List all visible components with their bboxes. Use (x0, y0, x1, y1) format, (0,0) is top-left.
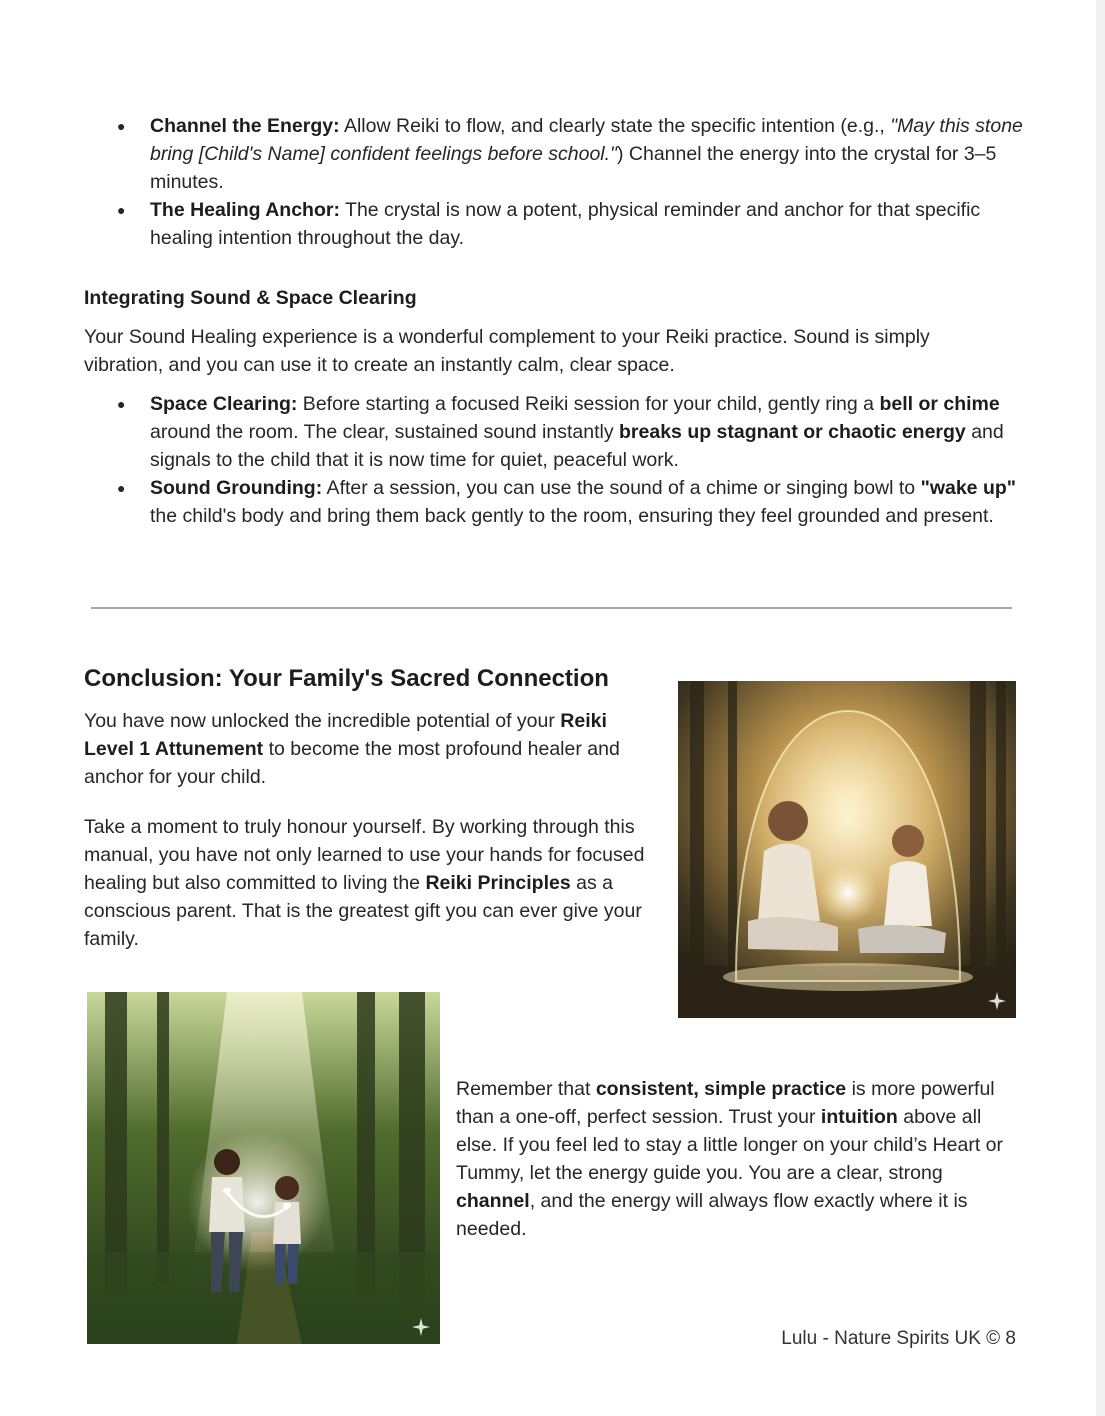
father-child-photo (87, 992, 440, 1344)
intention-list (84, 112, 1024, 252)
conclusion-paragraph-1: You have now unlocked the incredible potential of your Reiki Level 1 Attunement to become the most profound healer and anchor for your child. (84, 710, 620, 788)
list-item: ● Channel the Energy: Allow Reiki to flow, and clearly state the specific intention (e.g., "May this stone bring [Child's Name] confident feelings before school.") Channel the energy into the crystal for 3–5 minutes. (84, 112, 1024, 196)
sound-heading: Integrating Sound & Space Clearing (84, 287, 417, 309)
conclusion-paragraph-3: Remember that consistent, simple practice is more powerful than a one-off, perfect session. Trust your intuition above all else. If you feel led to stay a little longer on your child’s Heart or Tummy, let the energy guide you. You are a clear, strong channel, and the energy will always flow exactly where it is needed. (456, 1078, 1004, 1240)
mother-daughter-illustration (678, 681, 1016, 1018)
sparkle-icon (988, 992, 1006, 1010)
conclusion-heading: Conclusion: Your Family's Sacred Connection (84, 665, 609, 692)
list-item: ● Sound Grounding: After a session, you can use the sound of a chime or singing bowl to "wake up" the child's body and bring them back gently to the room, ensuring they feel grounded and present. (84, 474, 1024, 530)
mother-daughter-photo (678, 681, 1016, 1018)
page-footer: Lulu - Nature Spirits UK © 8 (781, 1328, 1016, 1349)
sparkle-icon (412, 1318, 430, 1336)
sound-intro: Your Sound Healing experience is a wonderful complement to your Reiki practice. Sound is simply vibration, and you can use it to create an instantly calm, clear space. (84, 326, 930, 376)
list-item: ● The Healing Anchor: The crystal is now a potent, physical reminder and anchor for that specific healing intention throughout the day. (84, 196, 1024, 252)
list-item: ● Space Clearing: Before starting a focused Reiki session for your child, gently ring a bell or chime around the room. The clear, sustained sound instantly breaks up stagnant or chaotic energy and signals to the child that it is now time for quiet, peaceful work. (84, 390, 1024, 474)
page-edge (1096, 0, 1105, 1416)
item-label: The Healing Anchor: (150, 199, 340, 221)
section-divider (91, 607, 1012, 609)
item-label: Channel the Energy: (150, 115, 340, 137)
sound-list (84, 390, 1024, 530)
father-child-illustration (87, 992, 440, 1344)
conclusion-paragraph-2: Take a moment to truly honour yourself. By working through this manual, you have not only learned to use your hands for focused healing but also committed to living the Reiki Principles as a conscious parent. That is the greatest gift you can ever give your family. (84, 816, 645, 950)
